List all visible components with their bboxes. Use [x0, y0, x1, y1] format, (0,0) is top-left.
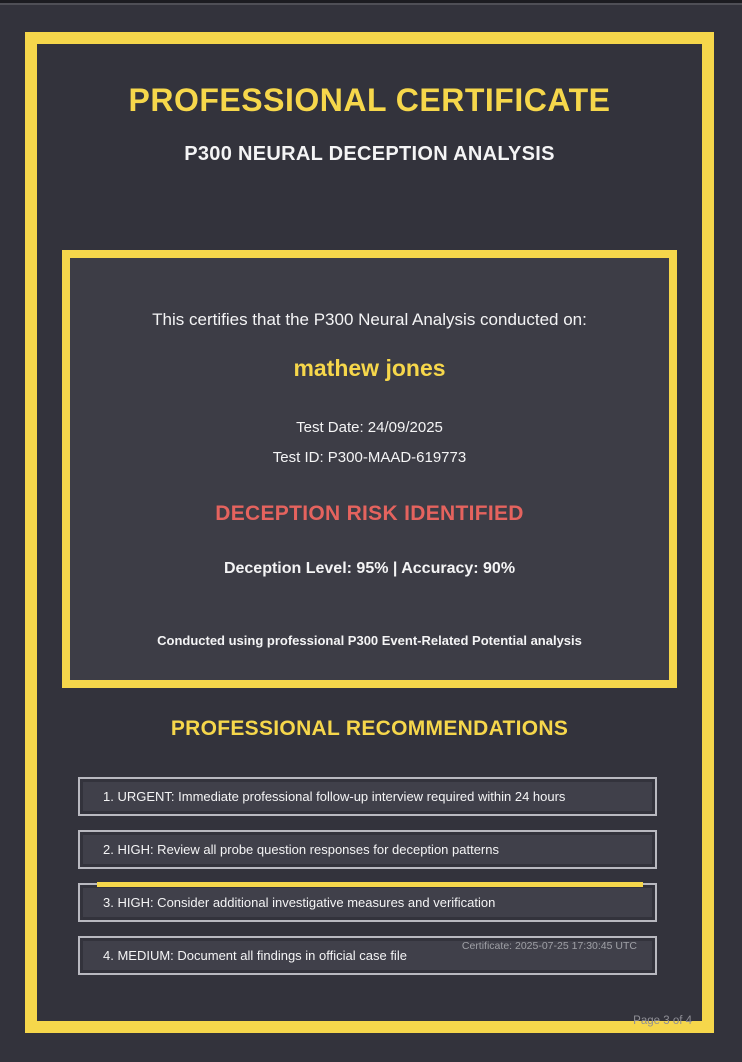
method-note: Conducted using professional P300 Event-Related Potential analysis [157, 633, 582, 648]
recommendation-box-2 [78, 830, 657, 869]
certification-panel [62, 250, 677, 688]
yellow-accent-bar [97, 882, 643, 887]
page-title: PROFESSIONAL CERTIFICATE [128, 82, 611, 118]
test-date: Test Date: 24/09/2025 [296, 419, 443, 436]
subject-name: mathew jones [293, 355, 446, 381]
page-indicator: Page 3 of 4 [633, 1015, 692, 1027]
deception-metrics: Deception Level: 95% | Accuracy: 90% [223, 560, 516, 577]
certificate-timestamp: Certificate: 2025-07-25 17:30:45 UTC [461, 940, 637, 952]
recommendations-heading: PROFESSIONAL RECOMMENDATIONS [170, 717, 569, 740]
recommendation-item: 2. HIGH: Review all probe question responses for deception patterns [83, 835, 652, 864]
recommendation-box-3 [78, 883, 657, 922]
window-top-highlight [0, 3, 742, 5]
page-subtitle: P300 NEURAL DECEPTION ANALYSIS [184, 143, 555, 165]
certification-intro-text: This certifies that the P300 Neural Analysis conducted on: [152, 310, 587, 329]
recommendation-box-1 [78, 777, 657, 816]
risk-status: DECEPTION RISK IDENTIFIED [215, 502, 524, 525]
recommendation-item: 1. URGENT: Immediate professional follow-up interview required within 24 hours [83, 782, 652, 811]
recommendation-item: 4. MEDIUM: Document all findings in official case file [83, 941, 652, 970]
recommendation-item: 3. HIGH: Consider additional investigative measures and verification [83, 888, 652, 917]
test-id: Test ID: P300-MAAD-619773 [272, 449, 467, 466]
